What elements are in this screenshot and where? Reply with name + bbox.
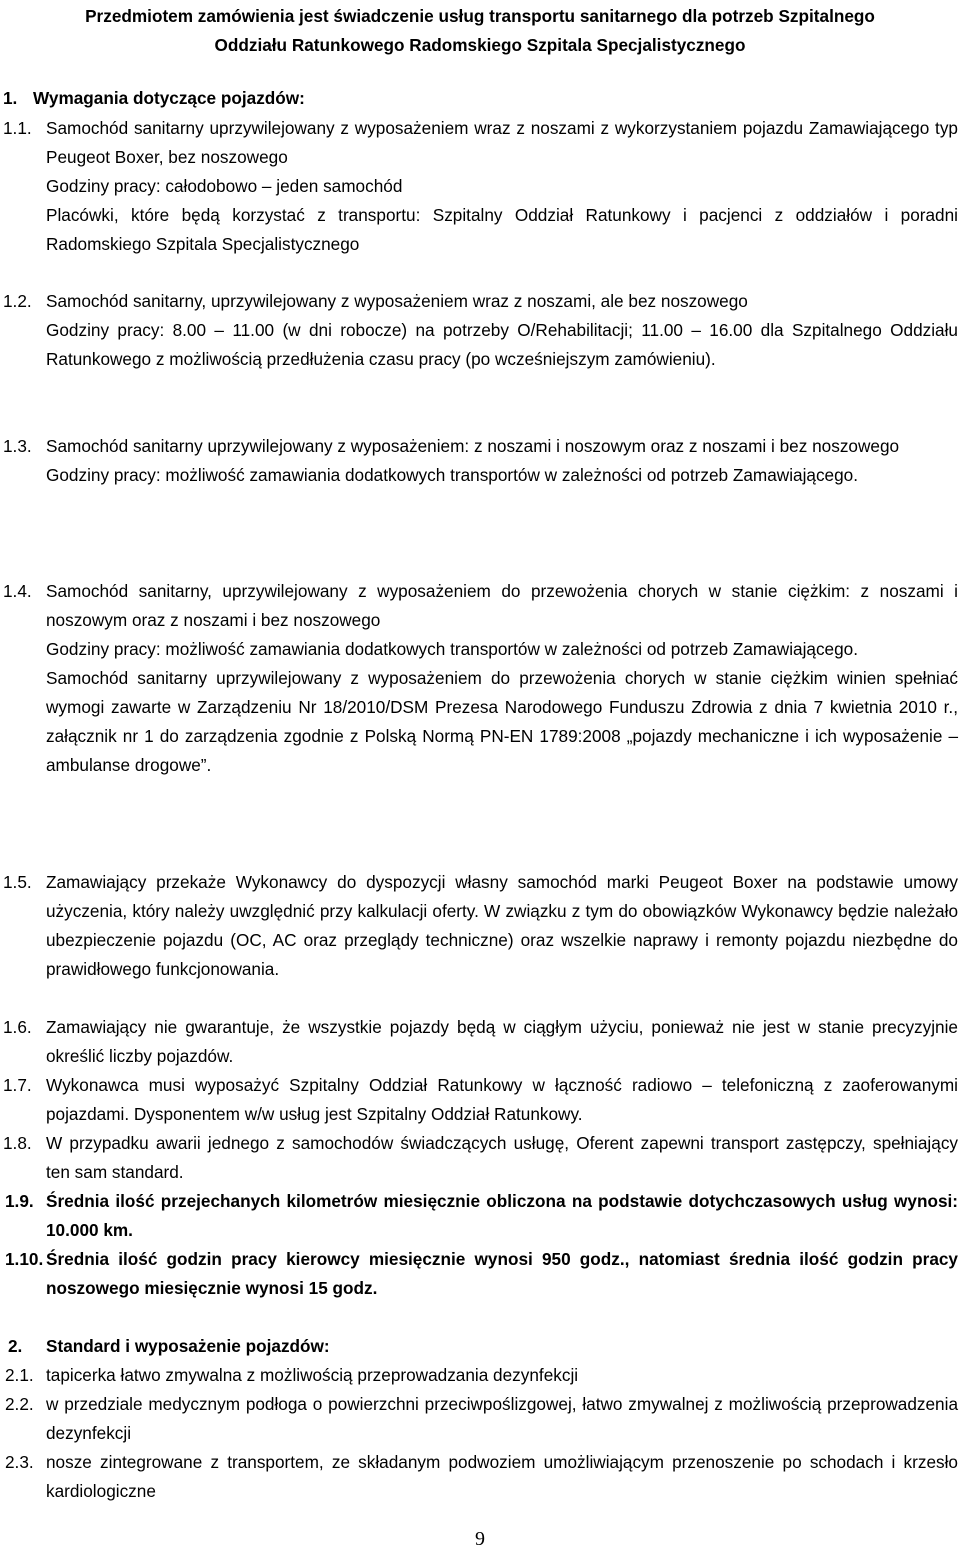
item-number: 1.5. xyxy=(3,872,32,892)
item-line: tapicerka łatwo zmywalna z możliwością przeprowadzania dezynfekcji xyxy=(46,1365,579,1385)
item-1-8 xyxy=(0,1129,960,1187)
item-line: Godziny pracy: 8.00 – 11.00 (w dni robocze) na potrzeby O/Rehabilitacji; 11.00 – 16.00 dla Szpitalnego Oddziału Ratunkowego z możliwością przedłużenia czasu pracy (po wcześniejszym zamówieniu). xyxy=(46,320,958,369)
title-line-1: Przedmiotem zamówienia jest świadczenie usług transportu sanitarnego dla potrzeb Szpitalnego xyxy=(85,6,875,26)
item-line: Średnia ilość przejechanych kilometrów miesięcznie obliczona na podstawie dotychczasowych usług wynosi: 10.000 km. xyxy=(46,1191,958,1240)
section-1-heading xyxy=(3,84,305,113)
item-1-2 xyxy=(0,287,960,374)
title-line-2: Oddziału Ratunkowego Radomskiego Szpitala Specjalistycznego xyxy=(214,35,746,55)
document-title xyxy=(0,2,960,60)
item-1-3 xyxy=(0,432,960,490)
item-line: Samochód sanitarny uprzywilejowany z wyposażeniem wraz z noszami z wykorzystaniem pojazdu Zamawiającego typ Peugeot Boxer, bez noszowego xyxy=(46,118,958,167)
item-number: 1.10. xyxy=(5,1249,44,1269)
item-2-3 xyxy=(0,1448,960,1506)
item-1-6 xyxy=(0,1013,960,1071)
item-line: nosze zintegrowane z transportem, ze składanym podwoziem umożliwiającym przenoszenie po schodach i krzesło kardiologiczne xyxy=(46,1452,958,1501)
item-line: Placówki, które będą korzystać z transportu: Szpitalny Oddział Ratunkowy i pacjenci z oddziałów i poradni Radomskiego Szpitala Specjalistycznego xyxy=(46,205,958,254)
item-line: Godziny pracy: możliwość zamawiania dodatkowych transportów w zależności od potrzeb Zamawiającego. xyxy=(46,639,859,659)
item-1-4 xyxy=(0,577,960,780)
item-number: 1.6. xyxy=(3,1017,32,1037)
item-line: Samochód sanitarny uprzywilejowany z wyposażeniem: z noszami i noszowym oraz z noszami i bez noszowego xyxy=(46,436,900,456)
item-number: 2.3. xyxy=(5,1452,34,1472)
item-line: Godziny pracy: możliwość zamawiania dodatkowych transportów w zależności od potrzeb Zamawiającego. xyxy=(46,465,859,485)
item-line: Średnia ilość godzin pracy kierowcy miesięcznie wynosi 950 godz., natomiast średnia ilość godzin pracy noszowego miesięcznie wynosi 15 godz. xyxy=(46,1249,958,1298)
section-2-heading xyxy=(8,1332,330,1361)
item-1-9 xyxy=(0,1187,960,1245)
item-number: 2.1. xyxy=(5,1365,34,1385)
item-2-2 xyxy=(0,1390,960,1448)
item-1-7 xyxy=(0,1071,960,1129)
item-number: 1.4. xyxy=(3,581,32,601)
section-2-title: Standard i wyposażenie pojazdów: xyxy=(46,1336,330,1356)
item-2-1 xyxy=(0,1361,960,1390)
item-number: 2.2. xyxy=(5,1394,34,1414)
item-line: Godziny pracy: całodobowo – jeden samochód xyxy=(46,176,403,196)
page-number: 9 xyxy=(475,1528,485,1550)
item-line: Samochód sanitarny uprzywilejowany z wyposażeniem do przewożenia chorych w stanie ciężkim winien spełniać wymogi zawarte w Zarządzeniu Nr 18/2010/DSM Prezesa Narodowego Funduszu Zdrowia z dnia 7 kwietnia 2010 r., załącznik nr 1 do zarządzenia zgodnie z Polską Normą PN-EN 1789:2008 „pojazdy mechaniczne i ich wyposażenie – ambulanse drogowe”. xyxy=(46,668,958,775)
section-1-number: 1. xyxy=(3,88,18,108)
item-1-10 xyxy=(0,1245,960,1303)
item-number: 1.7. xyxy=(3,1075,32,1095)
item-number: 1.9. xyxy=(5,1191,34,1211)
item-line: Zamawiający przekaże Wykonawcy do dyspozycji własny samochód marki Peugeot Boxer na podstawie umowy użyczenia, który należy uwzględnić przy kalkulacji oferty. W związku z tym do obowiązków Wykonawcy będzie należało ubezpieczenie pojazdu (OC, AC oraz przeglądy techniczne) oraz wszelkie naprawy i remonty pojazdu niezbędne do prawidłowego funkcjonowania. xyxy=(46,872,958,979)
item-number: 1.3. xyxy=(3,436,32,456)
item-line: Zamawiający nie gwarantuje, że wszystkie pojazdy będą w ciągłym użyciu, ponieważ nie jest w stanie precyzyjnie określić liczby pojazdów. xyxy=(46,1017,958,1066)
item-1-5 xyxy=(0,868,960,984)
item-1-1 xyxy=(0,114,960,259)
item-line: Samochód sanitarny, uprzywilejowany z wyposażeniem wraz z noszami, ale bez noszowego xyxy=(46,291,748,311)
section-2-number: 2. xyxy=(8,1336,23,1356)
item-number: 1.1. xyxy=(3,118,32,138)
section-1-title: Wymagania dotyczące pojazdów: xyxy=(33,88,305,108)
item-line: w przedziale medycznym podłoga o powierzchni przeciwpoślizgowej, łatwo zmywalnej z możliwością przeprowadzenia dezynfekcji xyxy=(46,1394,958,1443)
item-line: W przypadku awarii jednego z samochodów świadczących usługę, Oferent zapewni transport zastępczy, spełniający ten sam standard. xyxy=(46,1133,958,1182)
item-line: Wykonawca musi wyposażyć Szpitalny Oddział Ratunkowy w łączność radiowo – telefoniczną z zaoferowanymi pojazdami. Dysponentem w/w usług jest Szpitalny Oddział Ratunkowy. xyxy=(46,1075,958,1124)
item-number: 1.2. xyxy=(3,291,32,311)
item-number: 1.8. xyxy=(3,1133,32,1153)
item-line: Samochód sanitarny, uprzywilejowany z wyposażeniem do przewożenia chorych w stanie ciężkim: z noszami i noszowym oraz z noszami i bez noszowego xyxy=(46,581,958,630)
